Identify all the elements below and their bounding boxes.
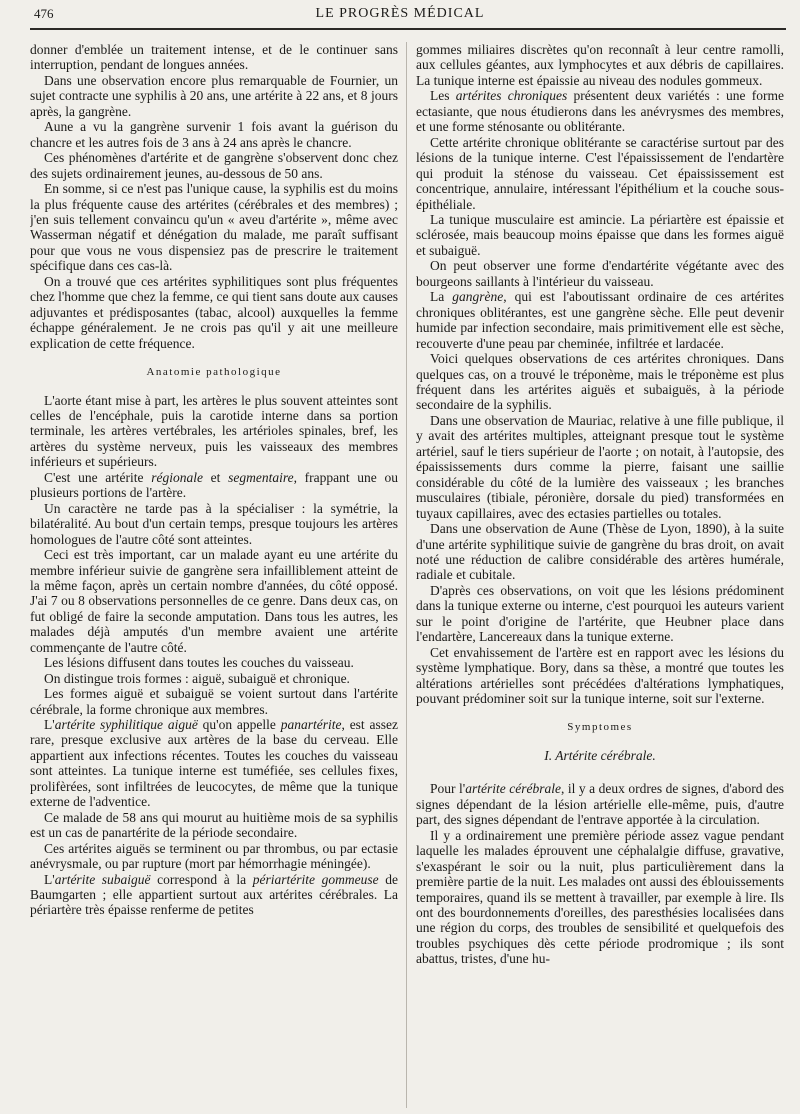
paragraph: Ces artérites aiguës se terminent ou par thrombus, ou par ectasie anévrysmale, ou par rupture (mort par hémorrhagie méningée). <box>30 840 398 872</box>
paragraph: D'après ces observations, on voit que les lésions prédominent dans la tunique externe ou interne, c'est pourquoi les auteurs varient sur le point d'origine de l'artérite, que Heubner place dans l'endartère, Lancereaux dans la tunique externe. <box>416 582 784 645</box>
paragraph: La tunique musculaire est amincie. La périartère est épaissie et sclérosée, mais beaucoup moins épaisse que dans les formes aiguë et subaiguë. <box>416 211 784 258</box>
text-run: , est assez rare, presque exclusive aux artères de la base du cerveau. Elle appartient aux infections récentes. Toutes les couches du vaisseau sont atteintes. La tunique interne est tuméfiée, ses cellules fixes, prolifèrées, sont infiltrées de leucocytes, de même que la tunique externe de l'adventice. <box>30 717 398 810</box>
paragraph: gommes miliaires discrètes qu'on reconnaît à leur centre ramolli, aux cellules géantes, aux lymphocytes et aux débris de capillaires. La tunique interne est épaissie au niveau des nodules gommeux. <box>416 42 784 88</box>
paragraph: Les formes aiguë et subaiguë se voient surtout dans l'artérite cérébrale, la forme chronique aux membres. <box>30 686 398 717</box>
italic-term: artérites chroniques <box>455 88 568 104</box>
text-run: qu'on appelle <box>197 717 281 733</box>
paragraph <box>30 872 398 918</box>
subsection-heading: I. Artérite cérébrale. <box>544 747 656 763</box>
journal-title: LE PROGRÈS MÉDICAL <box>315 6 485 21</box>
paragraph <box>30 470 398 501</box>
italic-term: gangrène <box>452 289 504 305</box>
paragraph: On a trouvé que ces artérites syphilitiques sont plus fréquentes chez l'homme que chez la femme, ce qui tient sans doute aux causes adjuvantes et prédisposantes (tabac, alcool) auxquelles la femme échappe généralement. Je ne crois pas qu'il y ait une meilleure explication de cette fréquence. <box>30 273 398 351</box>
italic-term: artérite cérébrale <box>465 781 561 797</box>
paragraph: En somme, si ce n'est pas l'unique cause, la syphilis est du moins la plus fréquente cause des artérites (cérébrales et des membres) ; j'en suis tellement convaincu qu'un « aveu d'artérite », même avec Wasserman négatif et dénégation du malade, me paraît suffisant pour que vous ne vous dispensiez pas de prescrire le traitement spécifique dans ces cas-là. <box>30 181 398 274</box>
text-run: correspond à la <box>150 871 253 887</box>
text-run: de Baumgarten ; elle appartient surtout aux artérites cérébrales. La périartère très épaisse renferme de petites <box>30 871 398 918</box>
paragraph: L'aorte étant mise à part, les artères le plus souvent atteintes sont celles de l'encéphale, puis la carotide interne dans sa portion terminale, les artères vertébrales, les artérioles spinales, bref, les artères du système nerveux, puis les vaisseaux des membres inférieurs et supérieurs. <box>30 392 398 470</box>
paragraph: Un caractère ne tarde pas à la spécialiser : la symétrie, la bilatéralité. Au bout d'un certain temps, presque toujours les artères homologues de l'autre côté sont atteintes. <box>30 500 398 547</box>
paragraph: Cet envahissement de l'artère est en rapport avec les lésions du système lymphatique. Bory, dans sa thèse, a montré que toutes les altérations artérielles sont précédées d'altérations lymphatiques, pouvant prédominer soit sur la tunique interne, soit sur l'externe. <box>416 644 784 707</box>
paragraph: Ce malade de 58 ans qui mourut au huitième mois de sa syphilis est un cas de panartérite de la période secondaire. <box>30 809 398 841</box>
paragraph: Il y a ordinairement une première période assez vague pendant laquelle les malades éprouvent une céphalalgie diffuse, gravative, s'exaspérant le soir ou la nuit, plus particulièrement dans la première partie de la nuit. Les malades ont aussi des éblouissements temporaires, quand ils se mettent à travailler, par exemple à lire. Ils ont des bourdonnements d'oreilles, des paresthésies localisées dans une région du corps, des troubles de sensibilité et quelquefois des troubles psychiques dès cette période prodromique ; ils sont abattus, tristes, d'une hu- <box>416 827 784 967</box>
text-run: , il y a deux ordres de signes, d'abord des signes dépendant de la lésion artérielle elle-même, puis, d'autre part, des signes dépendant de l'entrave apportée à la circulation. <box>416 781 784 828</box>
paragraph: Les lésions diffusent dans toutes les couches du vaisseau. <box>44 655 354 671</box>
section-heading: Anatomie pathologique <box>146 366 282 379</box>
italic-term: périartérite gommeuse <box>252 871 379 887</box>
italic-term: régionale <box>151 469 203 485</box>
page-header <box>30 4 770 26</box>
paragraph: Cette artérite chronique oblitérante se caractérise surtout par des lésions de la tunique interne. C'est l'épaississement de l'endartère qui produit la sténose du vaisseau. Cet épaississement est concentrique, annulaire, intéressant l'épithélium et la couche sous-épithéliale. <box>416 134 784 212</box>
text-run: présentent deux variétés : une forme ectasiante, que nous étudierons dans les anévrysmes des membres, et une forme sténosante ou oblitérante. <box>416 88 784 135</box>
italic-term: segmentaire <box>228 469 294 485</box>
paragraph <box>416 781 784 827</box>
text-run: L' <box>44 871 55 887</box>
paragraph: Dans une observation de Aune (Thèse de Lyon, 1890), à la suite d'une artérite syphilitique suivie de gangrène du bras droit, on avait noté une réduction de calibre considérable des artères humérale, radiale et cubitale. <box>416 521 784 583</box>
paragraph: Dans une observation encore plus remarquable de Fournier, un sujet contracte une syphilis à 20 ans, une artérite à 22 ans, et 8 jours après, la gangrène. <box>30 72 398 119</box>
italic-term: panartérite <box>280 717 342 733</box>
page-number: 476 <box>34 6 54 21</box>
paragraph: Ceci est très important, car un malade ayant eu une artérite du membre inférieur suivie de gangrène sera infailliblement atteint de la même façon, après un certain nombre d'années, du côté opposé. J'ai 7 ou 8 observations personnelles de ce genre. Dans deux cas, on fut obligé de faire la seconde amputation. Dans tous les autres, les malades déjà amputés d'un membre avaient une artérite commençante de l'autre côté. <box>30 547 398 655</box>
text-run: Les <box>430 88 456 104</box>
paragraph: Aune a vu la gangrène survenir 1 fois avant la guérison du chancre et les autres fois de 3 ans à 24 ans après le chancre. <box>30 119 398 150</box>
text-run: , qui est l'aboutissant ordinaire de ces artérites chroniques oblitérantes, est une gangrène sèche. Elle peut devenir humide par infection secondaire, mais primitivement elle est sèche, recouverte d'une peau par cheminée, infiltrée et lardacée. <box>416 289 784 351</box>
text-run: , frappant une ou plusieurs portions de l'artère. <box>30 469 398 501</box>
left-column <box>30 42 398 1108</box>
paragraph <box>416 88 784 134</box>
text-run: C'est une artérite <box>44 469 152 485</box>
paragraph: On peut observer une forme d'endartérite végétante avec des bourgeons saillants à l'intérieur du vaisseau. <box>416 258 784 289</box>
section-heading: Symptomes <box>567 721 633 734</box>
paragraph: donner d'emblée un traitement intense, et de le continuer sans interruption, pendant de longues années. <box>30 42 398 73</box>
paragraph: Ces phénomènes d'artérite et de gangrène s'observent donc chez des sujets ordinairement jeunes, au-dessous de 50 ans. <box>30 150 398 181</box>
italic-term: artérite subaiguë <box>54 871 151 887</box>
paragraph <box>416 289 784 351</box>
column-divider <box>406 42 407 1108</box>
paragraph <box>30 717 398 810</box>
text-run: Pour l' <box>430 781 466 797</box>
right-column <box>416 42 784 1108</box>
paragraph: Voici quelques observations de ces artérites chroniques. Dans quelques cas, on a trouvé le tréponème, mais le tréponème est plus fréquent dans les artérites aiguës et subaiguës, à la période secondaire de la syphilis. <box>416 351 784 413</box>
header-rule <box>30 28 786 30</box>
text-run: La <box>430 289 453 305</box>
text-run: L' <box>44 717 55 733</box>
paragraph: Dans une observation de Mauriac, relative à une fille publique, il y avait des artérites multiples, atteignant presque tout le système artériel, sauf le tiers supérieur de l'aorte ; on notait, à l'autopsie, des épaississements durs comme la pierre, faisant une saillie considérable du côté de la lumière des vaisseaux ; les branches musculaires (tibiale, péronière, dorsale du pied) transformées en tuyaux capillaires, avec des ectasies partielles ou totales. <box>416 412 784 521</box>
paragraph: On distingue trois formes : aiguë, subaiguë et chronique. <box>44 670 350 686</box>
text-run: et <box>202 469 229 485</box>
italic-term: artérite syphilitique aiguë <box>54 717 198 733</box>
